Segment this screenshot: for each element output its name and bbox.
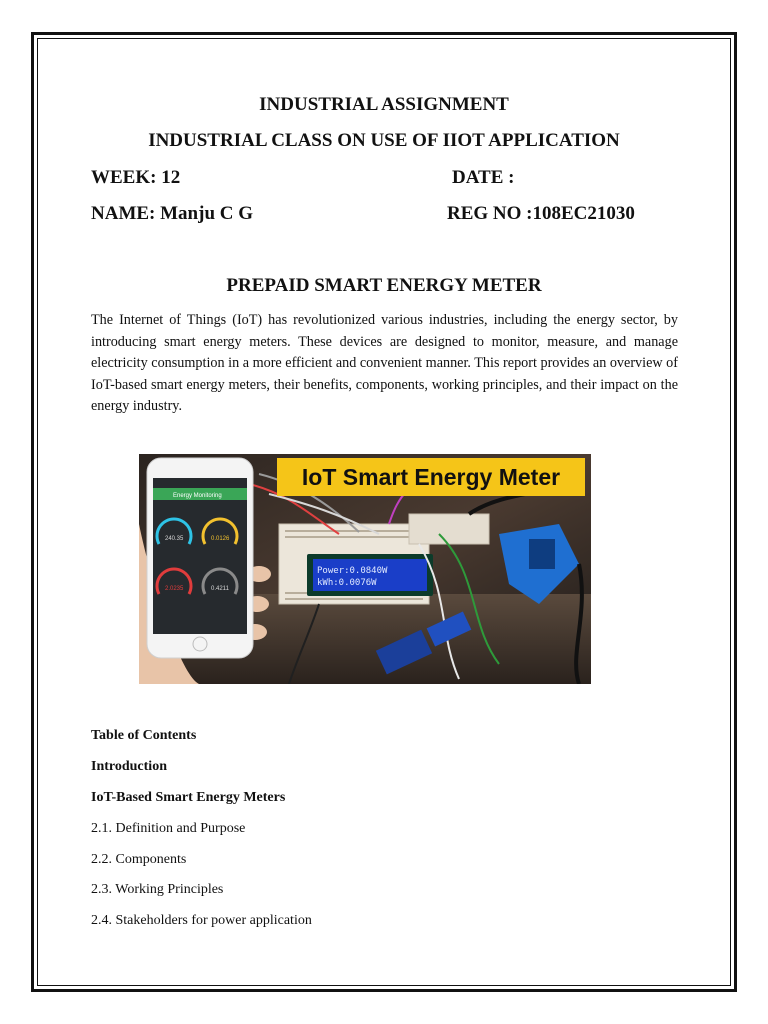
- phone-screen: [153, 478, 247, 634]
- toc-heading: Table of Contents: [91, 728, 197, 743]
- week-label: WEEK: 12: [91, 167, 181, 188]
- lcd-line-1: Power:0.0840W: [317, 566, 388, 576]
- breadboard-right: [409, 514, 489, 544]
- smart-meter-illustration: [139, 454, 591, 684]
- toc-item-stakeholders: 2.4. Stakeholders for power application: [91, 913, 312, 928]
- section-title: PREPAID SMART ENERGY METER: [226, 275, 542, 296]
- app-title: Energy Monitoring: [173, 493, 222, 499]
- toc-item-iot-meters: IoT-Based Smart Energy Meters: [91, 790, 286, 805]
- document-subtitle: INDUSTRIAL CLASS ON USE OF IIOT APPLICATION: [148, 130, 620, 151]
- lcd-line-2: kWh:0.0076W: [317, 578, 377, 588]
- smart-meter-photo: [139, 454, 591, 684]
- intro-paragraph: The Internet of Things (IoT) has revolutionized various industries, including the energy sector, by introducing smart energy meters. These devices are designed to monitor, measure, and manage electricity consumption in a more efficient and convenient manner. This report provides an overview of IoT-based smart energy meters, their benefits, components, working principles, and their impact on the energy industry.: [91, 312, 678, 415]
- toc-item-definition: 2.1. Definition and Purpose: [91, 821, 246, 836]
- current-sensor-window: [529, 539, 555, 569]
- document-title: INDUSTRIAL ASSIGNMENT: [259, 94, 509, 115]
- toc-item-working-principles: 2.3. Working Principles: [91, 882, 224, 897]
- title-banner-text: IoT Smart Energy Meter: [301, 464, 561, 490]
- name-label: NAME: Manju C G: [91, 203, 254, 224]
- gauge-power-value: 2.0235: [165, 586, 184, 592]
- toc-item-components: 2.2. Components: [91, 852, 187, 867]
- date-label: DATE :: [452, 167, 515, 188]
- gauge-energy-value: 0.4211: [211, 586, 229, 592]
- toc-item-introduction: Introduction: [91, 759, 167, 774]
- reg-no-label: REG NO :108EC21030: [447, 203, 635, 224]
- gauge-current-value: 0.0126: [211, 536, 230, 542]
- gauge-voltage-value: 240.35: [165, 536, 184, 542]
